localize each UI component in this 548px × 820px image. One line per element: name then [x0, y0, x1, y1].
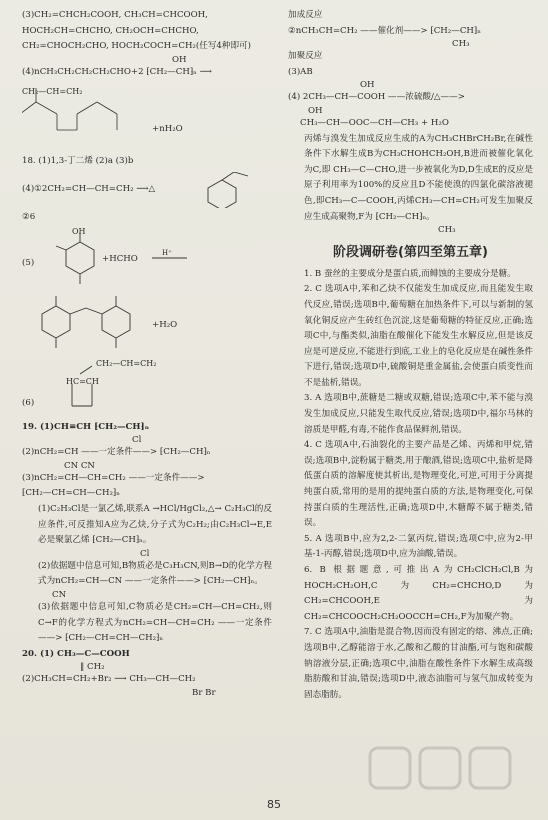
subst-label: ‖ CH₂ — [80, 662, 105, 673]
answer-item: 2. C 选项A中,苯和乙炔不仅能发生加成反应,而且能发生取代反应,错误;选项B中,葡萄糖在加热条件下,可以与新制的氢氧化铜反应产生砖红色沉淀,这是葡萄糖的特征反应,正确;选项C中,与酯类似,油脂在酸催化下能发生水解反应,但是该反应是可逆反应,不能进行到底,工业上的皂化反应是在碱性条件下进行,错误;选项D中,硫酸铜是重金属盐,会使蛋白质变性而不是盐析,错误。 — [304, 284, 533, 388]
left-column — [22, 8, 272, 698]
answer-line: (3)CH₂=CHCH₂COOH, CH₃CH=CHCOOH, — [22, 10, 208, 20]
answer-line: 加聚反应 — [288, 51, 323, 62]
q19-line: (2)nCH₂=CH ——一定条件——> ⁅CH₂—CH⁆ₙ — [22, 447, 211, 458]
subst-label: CN CN — [64, 460, 95, 471]
answer-item: 7. C 选项A中,油脂是混合物,因而没有固定的熔、沸点,正确;选项B中,乙醇能溶于水,乙酸和乙酸的甘油酯,可与饱和碳酸钠溶液分层,正确;选项C中,油脂在酸性条件下水解生成高级脂肪酸和甘油,错误;选项D中,液态油脂可与氢气加成转变为固态脂肪。 — [304, 627, 533, 700]
q19-line: 19. (1)CH≡CH ⁅CH₂—CH⁆ₙ — [22, 421, 150, 432]
answer-line: CH₃—CH—OOC—CH—CH₃ + H₂O — [300, 117, 449, 128]
answer-item: 5. A 选项B中,应为2,2-二氯丙烷,错误;选项C中,应为2-甲基-1-丙醇,错误;选项D中,应为油酸,错误。 — [304, 533, 533, 560]
explanation-paragraph: (3)依据题中信息可知,C物质必是CH₂=CH—CH=CH₂,则C→F的化学方程式为nCH₂=CH—CH=CH₂ ——一定条件——> ⁅CH₂—CH=CH—CH₂⁆ₙ — [38, 601, 272, 644]
q18-equation: (4)①2CH₂=CH—CH=CH₂ ⟶△ — [22, 183, 156, 194]
subst-label: Cl — [132, 435, 142, 446]
dichlorophenol-svg — [22, 228, 262, 292]
hcho-reagent: +HCHO — [102, 253, 138, 264]
explanation-paragraph: 丙烯与溴发生加成反应生成的A为CH₃CHBrCH₂Br,在碱性条件下水解生成B为CH₃CHOHCH₂OH,B进而被催化氧化为C,即 CH₃—C—CHO,进一步被氧化为D,D生成E的反应是原子利用率为100%的反应且D不能使溴的四氯化碳溶液褪色,即CH₃—C—COOH,丙烯CH₃—CH=CH₂可发生加聚反应生成高聚物,F为 ⁅CH₂—CH⁆ₙ。 — [304, 133, 533, 222]
subst-label: OH — [360, 80, 375, 91]
cyclohexene-svg — [22, 172, 262, 208]
explanation-paragraph: (1)C₂H₃Cl是一氯乙烯,联系A →HCl/HgCl₂,△→ C₂H₃Cl的反应条件,可反推知A应为乙炔,分子式为C₂H₂;由C₂H₃Cl→E,E必是聚氯乙烯 ⁅CH₂—CH⁆ₙ。 — [38, 503, 272, 546]
bisphenol-svg — [22, 294, 262, 354]
q18-phenol-reaction — [22, 228, 272, 292]
answer-item: 1. B 蚕丝的主要成分是蛋白质,而鲱蚀的主要成分是糖。 — [304, 268, 516, 279]
answer-item: 3. A 选项B中,蔗糖是二糖或双糖,错误;选项C中,苯不能与溴发生加成反应,只能发生取代反应,错误;选项D中,福尔马林的溶质是甲醛,有毒,不能作食品保鲜剂,错误。 — [304, 393, 533, 435]
q18-bisphenol-product — [22, 294, 272, 354]
section-title: 阶段调研卷(第四至第五章) — [333, 245, 488, 261]
explanation-paragraph: (2)依据题中信息可知,B物质必是C₃H₃CN,则B→D的化学方程式为nCH₂=CH—CN ——一定条件——> ⁅CH₂—CH⁆ₙ。 — [38, 560, 272, 587]
answer-line: (3)AB — [288, 66, 313, 77]
right-column — [288, 8, 533, 703]
q20-line: (2)CH₃CH=CH₂+Br₂ ⟶ CH₃—CH—CH₂ — [22, 674, 196, 685]
q18-line: 18. (1)1,3-丁二烯 (2)a (3)b — [22, 156, 134, 167]
acid-catalyst: H⁺ — [162, 248, 172, 257]
answer-line: ②nCH₃CH=CH₂ ——催化剂——> ⁅CH₂—CH⁆ₙ — [288, 25, 481, 36]
q19-line: (3)nCH₂=CH—CH=CH₂ ——一定条件——> — [22, 472, 205, 483]
q18-diels-alder — [22, 172, 272, 208]
subst-label: CH₃ — [438, 225, 456, 236]
answer-line: OH — [172, 54, 187, 65]
subst-label: OH — [308, 105, 323, 116]
q18-label: (6) — [22, 397, 35, 408]
page-number: 85 — [267, 798, 281, 811]
cyclic-svg — [22, 356, 262, 418]
q19-line: ⁅CH₂—CH=CH—CH₂⁆ₙ — [22, 488, 120, 499]
alkene-label: HC=CH — [66, 376, 99, 386]
subst-label: CH₃ — [452, 39, 470, 50]
answer-item: 6. B 根据题意,可推出A为CH₂ClCH₂Cl,B为HOCH₂CH₂OH,C为CH₂=CHCHO,D为CH₂=CHCOOH,E为CH₂=CHCOOCH₂CH₂OOCCH=CH₂,F为加聚产物。 — [304, 565, 533, 622]
allyl-chain: CH₂—CH=CH₂ — [96, 358, 157, 368]
oh-label: OH — [72, 226, 86, 236]
q18-cyclic-product — [22, 356, 272, 418]
acetal-chain-label: CH₂—CH=CH₂ — [22, 87, 83, 97]
answer-line: CH₂=CHOCH₂CHO, HOCH₂COCH=CH₂(任写4种即可) — [22, 41, 252, 52]
subst-label: Br Br — [192, 687, 216, 698]
answer-line: (4)nCH₃CH₂CH₂CH₂CHO+2 ⁅CH₂—CH⁆ₙ ⟶ — [22, 66, 212, 77]
acetal-structure — [22, 82, 272, 152]
water-product: +nH₂O — [152, 124, 183, 135]
answer-line: 加成反应 — [288, 10, 323, 20]
water-product: +H₂O — [152, 319, 178, 330]
answer-item: 4. C 选项A中,石油裂化的主要产品是乙烯、丙烯和甲烷,错误;选项B中,淀粉属于糖类,用于酿酒,错误;选项C中,盐析是降低蛋白质的溶解度使其析出,是物理变化,可逆,可用于分离提纯蛋白质,常用的是用的提纯蛋白质的方法,是物理变化,可保持蛋白质的生理活性,正确;选项D中,木糖醇不属于糖类,错误。 — [304, 440, 533, 529]
answer-line: HOCH₂CH=CHCHO, CH₂OCH=CHCHO, — [22, 25, 199, 36]
q20-line: 20. (1) CH₃—C—COOH — [22, 648, 130, 659]
subst-label: Cl — [140, 548, 150, 559]
subst-label: CN — [52, 589, 67, 600]
q18-label: (5) — [22, 257, 35, 268]
q18-line: ②6 — [22, 211, 36, 222]
answer-line: (4) 2CH₃—CH—COOH ——浓硫酸/△——> — [288, 92, 465, 103]
